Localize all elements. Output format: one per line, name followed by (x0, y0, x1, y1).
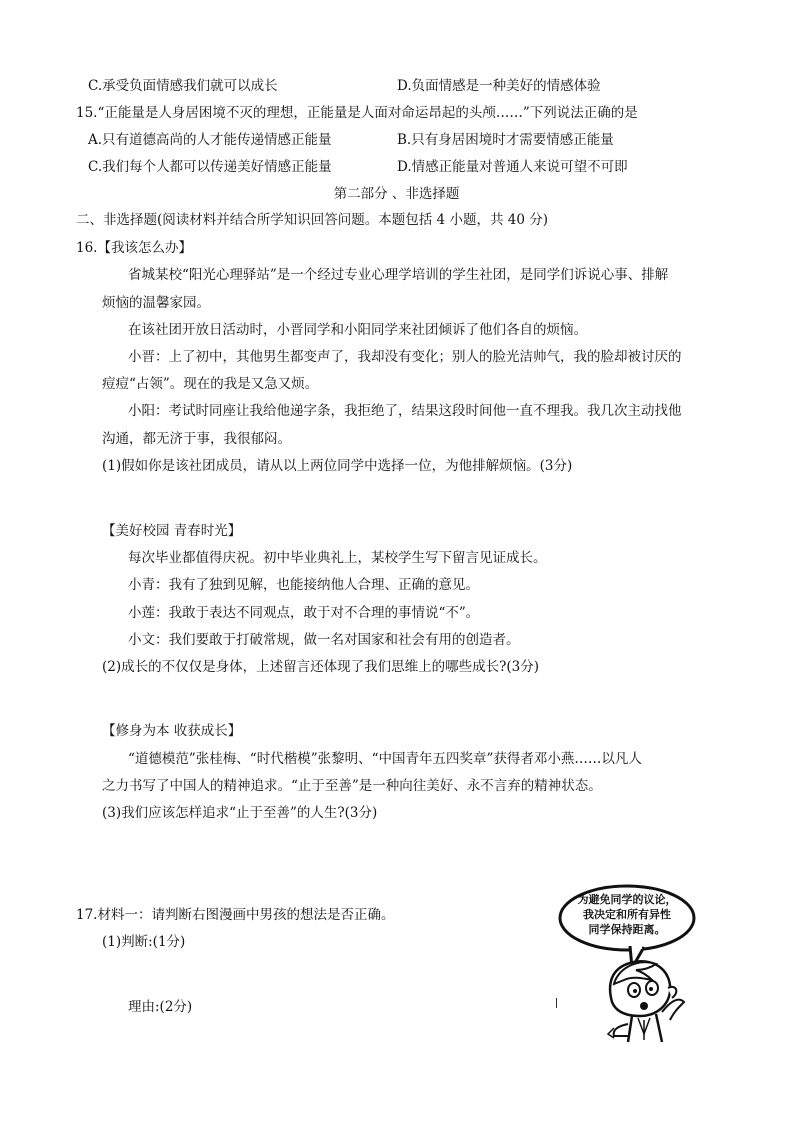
q16-paragraph: 在该社团开放日活动时，小晋同学和小阳同学来社团倾诉了他们各自的烦恼。 (128, 322, 587, 338)
q15-option-b: B.只有身居困境时才需要情感正能量 (397, 132, 614, 148)
speech-bubble-line: 同学保持距离。 (588, 923, 666, 936)
q16-paragraph: 沟通，都无济于事，我很郁闷。 (102, 431, 291, 447)
q16-paragraph: 小青：我有了独到见解，也能接纳他人合理、正确的意见。 (128, 577, 479, 593)
q16-question-2: (2)成长的不仅仅是身体，上述留言还体现了我们思维上的哪些成长?(3分) (102, 659, 539, 675)
q16-header: 16.【我该怎么办】 (76, 240, 192, 256)
q17-judge: (1)判断:(1分) (102, 934, 186, 950)
q16-paragraph: 省城某校“阳光心理驿站”是一个经过专业心理学培训的学生社团，是同学们诉说心事、排解 (128, 267, 669, 283)
part2-title: 第二部分 、非选择题 (333, 186, 460, 202)
q16-paragraph: 小阳：考试时同座让我给他递字条，我拒绝了，结果这段时间他一直不理我。我几次主动找他 (128, 403, 682, 419)
q16-paragraph: 小文：我们要敢于打破常规，做一名对国家和社会有用的创造者。 (128, 632, 520, 648)
q16-header-3: 【修身为本 收获成长】 (102, 723, 242, 739)
q17-stem: 17.材料一：请判断右图漫画中男孩的想法是否正确。 (76, 907, 395, 923)
q16-paragraph: 每次毕业都值得庆祝。初中毕业典礼上，某校学生写下留言见证成长。 (128, 550, 547, 566)
q15-option-a: A.只有道德高尚的人才能传递情感正能量 (88, 132, 332, 148)
q16-question-1: (1)假如你是该社团成员，请从以上两位同学中选择一位，为他排解烦恼。(3分) (102, 458, 573, 474)
q14-option-d: D.负面情感是一种美好的情感体验 (397, 78, 601, 94)
q17-reason: 理由:(2分) (128, 999, 193, 1015)
q15-option-c: C.我们每个人都可以传递美好情感正能量 (88, 159, 332, 175)
q16-paragraph: “道德模范”张桂梅、“时代楷模”张黎明、“中国青年五四奖章”获得者邓小燕……以凡人 (128, 751, 642, 767)
q15-option-d: D.情感正能量对普通人来说可望不可即 (397, 159, 628, 175)
cartoon-boy-illustration (552, 884, 702, 1044)
speech-bubble-line: 我决定和所有异性 (583, 908, 671, 921)
part2-intro: 二、非选择题(阅读材料并结合所学知识回答问题。本题包括 4 小题，共 40 分) (76, 212, 548, 228)
q16-paragraph: 烦恼的温馨家园。 (102, 295, 210, 311)
q16-paragraph: 小莲：我敢于表达不同观点，敢于对不合理的事情说“不”。 (128, 605, 480, 621)
q16-question-3: (3)我们应该怎样追求“止于至善”的人生?(3分) (102, 805, 378, 821)
q16-paragraph: 之力书写了中国人的精神追求。“止于至善”是一种向往美好、永不言弃的精神状态。 (102, 778, 602, 794)
q16-paragraph: 痘痘“占领”。现在的我是又急又烦。 (102, 376, 319, 392)
speech-bubble-line: 为避免同学的议论， (577, 893, 677, 906)
q15-stem: 15.“正能量是人身居困境不灭的理想，正能量是人面对命运昂起的头颅……”下列说法正确的是 (76, 105, 638, 121)
q14-option-c: C.承受负面情感我们就可以成长 (88, 78, 278, 94)
q16-header-2: 【美好校园 青春时光】 (102, 523, 242, 539)
q16-paragraph: 小晋：上了初中，其他男生都变声了，我却没有变化；别人的脸光洁帅气，我的脸却被讨厌的 (128, 349, 682, 365)
